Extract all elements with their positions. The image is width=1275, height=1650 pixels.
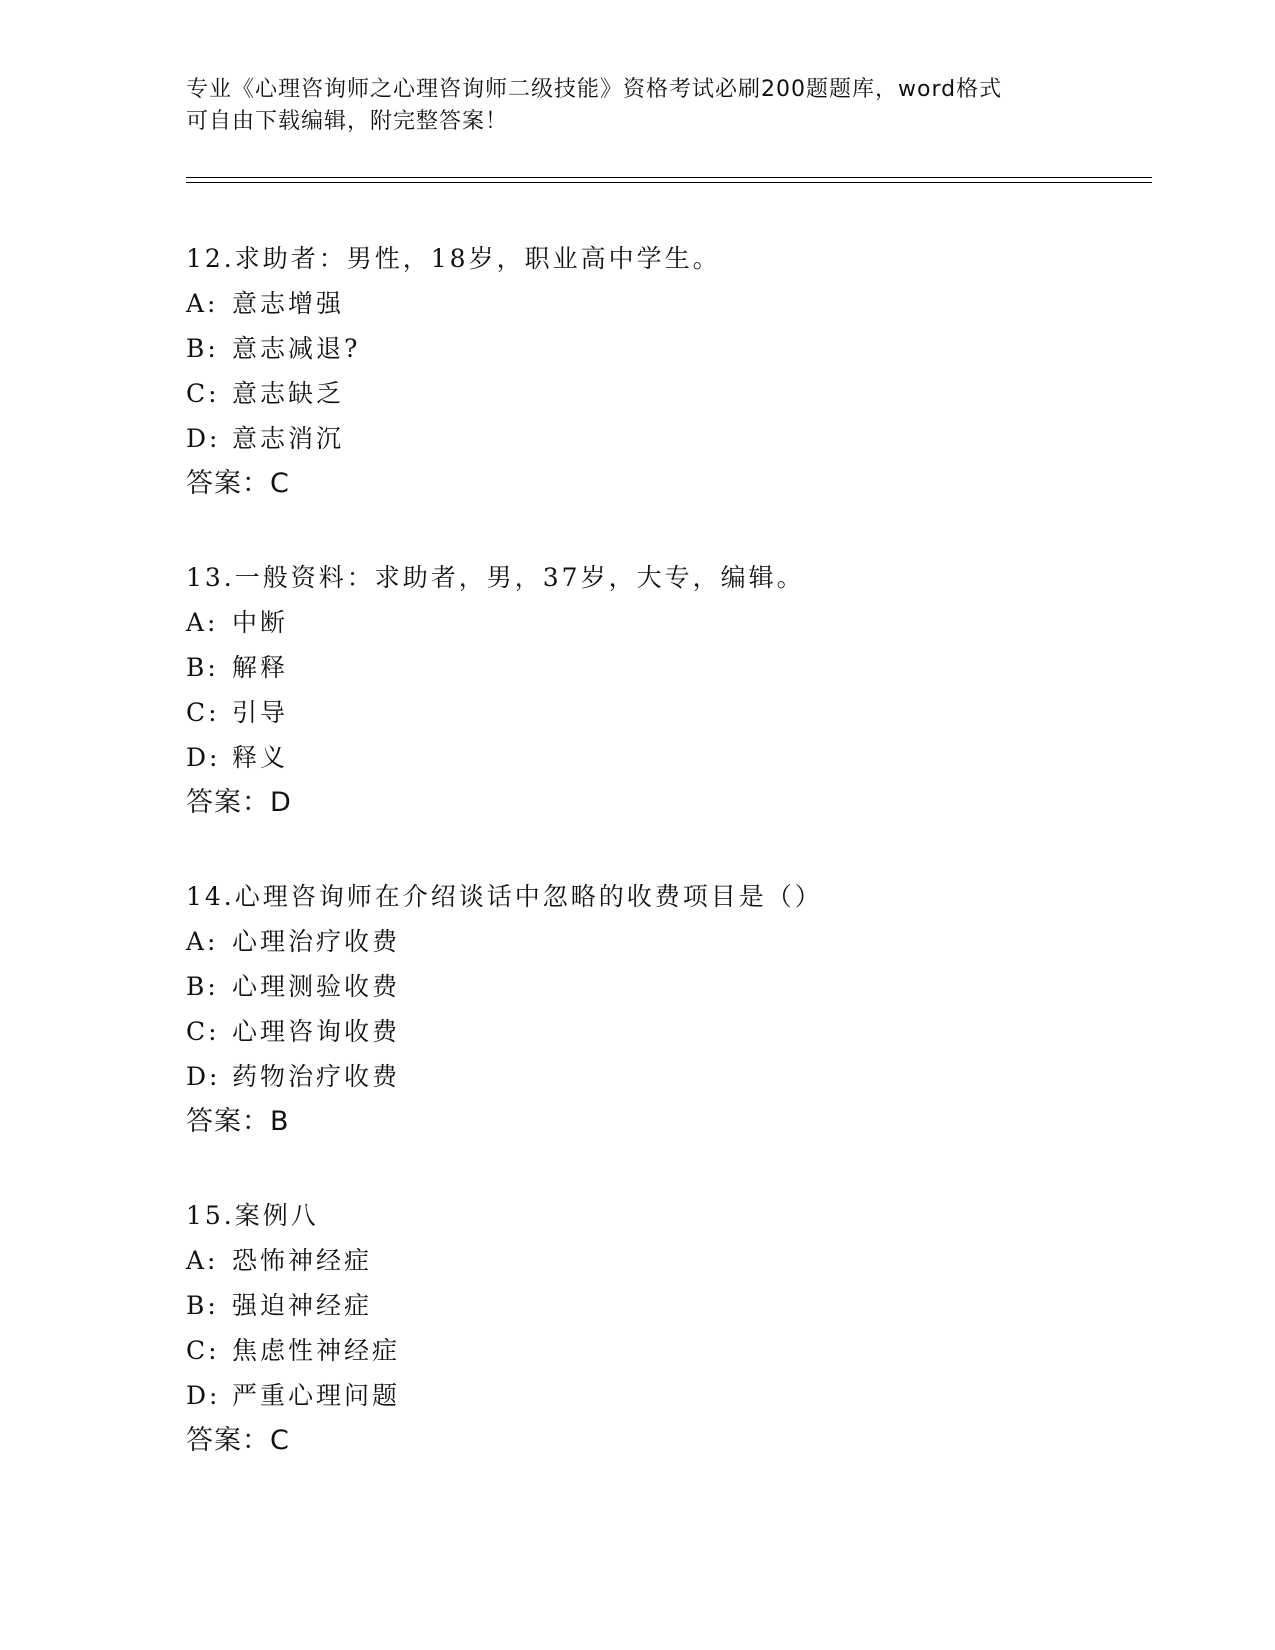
- question-14: [186, 874, 1146, 1144]
- option-b: [186, 326, 1146, 371]
- option-c: [186, 690, 1146, 735]
- option-letter: D:: [186, 1381, 221, 1410]
- option-letter: A:: [186, 1246, 219, 1275]
- option-b: [186, 1283, 1146, 1328]
- option-text: 引导: [232, 698, 289, 727]
- option-letter: B:: [186, 972, 219, 1001]
- option-text: 中断: [232, 608, 289, 637]
- option-c: [186, 1328, 1146, 1373]
- option-text: 焦虑性神经症: [232, 1336, 401, 1365]
- option-text: 强迫神经症: [232, 1291, 373, 1320]
- answer: 答案：C: [186, 468, 290, 499]
- option-letter: C:: [186, 698, 220, 727]
- option-d: [186, 1054, 1146, 1099]
- option-text: 心理咨询收费: [232, 1017, 401, 1046]
- option-letter: C:: [186, 1336, 220, 1365]
- question-13: [186, 555, 1146, 825]
- option-text: 心理治疗收费: [232, 927, 401, 956]
- header-line-2: 可自由下载编辑，附完整答案！: [186, 109, 509, 134]
- question-stem: 12.求助者：男性，18岁，职业高中学生。: [186, 244, 721, 273]
- option-letter: D:: [186, 1062, 221, 1091]
- question-stem: 14.心理咨询师在介绍谈话中忽略的收费项目是（）: [186, 882, 823, 911]
- option-letter: A:: [186, 608, 219, 637]
- option-letter: C:: [186, 1017, 220, 1046]
- question-15: [186, 1193, 1146, 1463]
- option-text: 恐怖神经症: [232, 1246, 373, 1275]
- header-line-1: 专业《心理咨询师之心理咨询师二级技能》资格考试必刷200题题库，word格式: [186, 77, 1003, 102]
- option-d: [186, 735, 1146, 780]
- option-d: [186, 416, 1146, 461]
- option-c: [186, 1009, 1146, 1054]
- option-letter: D:: [186, 424, 221, 453]
- question-12: [186, 236, 1146, 506]
- option-letter: C:: [186, 379, 220, 408]
- option-letter: D:: [186, 743, 221, 772]
- option-text: 意志缺乏: [232, 379, 345, 408]
- option-letter: A:: [186, 289, 219, 318]
- document-header: [186, 74, 1066, 138]
- option-c: [186, 371, 1146, 416]
- option-letter: B:: [186, 334, 219, 363]
- option-text: 严重心理问题: [232, 1381, 401, 1410]
- option-text: 解释: [232, 653, 289, 682]
- option-letter: A:: [186, 927, 219, 956]
- option-letter: B:: [186, 653, 219, 682]
- option-text: 意志减退?: [232, 334, 361, 363]
- option-text: 药物治疗收费: [232, 1062, 401, 1091]
- option-a: [186, 281, 1146, 326]
- header-divider-bottom: [186, 182, 1152, 183]
- option-b: [186, 645, 1146, 690]
- option-d: [186, 1373, 1146, 1418]
- option-b: [186, 964, 1146, 1009]
- option-a: [186, 1238, 1146, 1283]
- option-a: [186, 600, 1146, 645]
- option-a: [186, 919, 1146, 964]
- question-stem: 13.一般资料：求助者，男，37岁，大专，编辑。: [186, 563, 805, 592]
- option-letter: B:: [186, 1291, 219, 1320]
- answer: 答案：C: [186, 1425, 290, 1456]
- answer: 答案：D: [186, 787, 292, 818]
- option-text: 意志增强: [232, 289, 345, 318]
- option-text: 释义: [232, 743, 289, 772]
- answer: 答案：B: [186, 1106, 290, 1137]
- header-divider-top: [186, 177, 1152, 178]
- option-text: 意志消沉: [232, 424, 345, 453]
- question-stem: 15.案例八: [186, 1201, 319, 1230]
- option-text: 心理测验收费: [232, 972, 401, 1001]
